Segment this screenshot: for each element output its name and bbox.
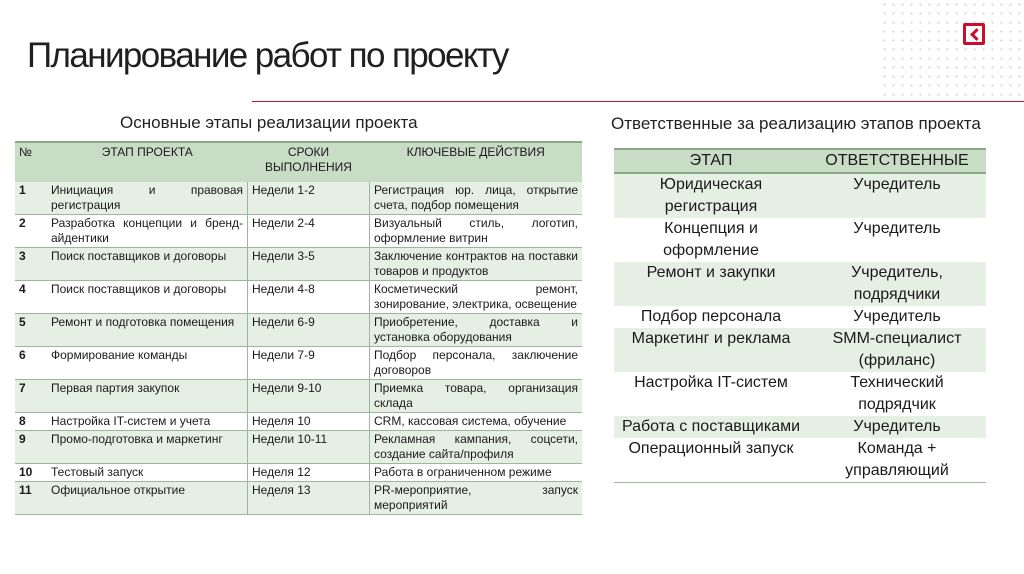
responsible-row	[614, 372, 986, 416]
stage-actions: Подбор персонала, заключение договоров	[370, 347, 583, 380]
stage-number: 10	[19, 465, 33, 479]
responsible-owner: Команда + управляющий	[845, 440, 949, 479]
stage-name: Поиск поставщиков и договоры	[51, 249, 227, 263]
stage-number: 7	[19, 381, 26, 395]
stage-name: Ремонт и подготовка помещения	[51, 315, 235, 329]
responsible-stage: Работа с поставщиками	[621, 418, 801, 435]
stages-header-row	[15, 142, 582, 182]
stage-row	[15, 464, 582, 482]
header-number: №	[19, 145, 32, 159]
stage-number: 8	[19, 414, 26, 428]
responsible-row	[614, 262, 986, 306]
stage-number: 5	[19, 315, 26, 329]
stage-terms: Недели 10-11	[248, 431, 370, 464]
stage-terms: Неделя 12	[248, 464, 370, 482]
stage-terms: Неделя 13	[248, 482, 370, 515]
stage-actions: CRM, кассовая система, обучение	[370, 413, 583, 431]
dot-pattern	[880, 0, 1024, 100]
header-actions: КЛЮЧЕВЫЕ ДЕЙСТВИЯ	[406, 145, 545, 159]
responsible-stage: Операционный запуск	[628, 440, 794, 457]
stage-name: Тестовый запуск	[51, 465, 144, 479]
header-resp-stage: ЭТАП	[689, 152, 733, 169]
stage-name: Разработка концепции и бренд-айдентики	[51, 216, 243, 245]
stage-number: 9	[19, 432, 26, 446]
stage-row	[15, 248, 582, 281]
stage-name: Инициация и правовая регистрация	[51, 183, 243, 212]
stage-actions: Заключение контрактов на поставки товаров и продуктов	[370, 248, 583, 281]
stage-actions: PR-мероприятие, запуск мероприятий	[370, 482, 583, 515]
responsible-stage: Маркетинг и реклама	[631, 330, 791, 347]
stage-row	[15, 347, 582, 380]
stage-name: Официальное открытие	[51, 483, 186, 497]
responsible-owner: Технический подрядчик	[850, 374, 944, 413]
stage-row	[15, 431, 582, 464]
stage-row	[15, 314, 582, 347]
responsible-owner: Учредитель	[853, 308, 941, 325]
stage-name: Формирование команды	[51, 348, 188, 362]
divider-line	[252, 101, 1024, 102]
header-stage: ЭТАП ПРОЕКТА	[101, 145, 193, 159]
responsible-owner: Учредитель	[853, 176, 941, 193]
stage-terms: Недели 7-9	[248, 347, 370, 380]
stage-number: 11	[19, 483, 32, 497]
header-resp-owner: ОТВЕТСТВЕННЫЕ	[825, 152, 969, 169]
stage-terms: Недели 2-4	[248, 215, 370, 248]
stage-name: Настройка IT-систем и учета	[51, 414, 211, 428]
responsible-stage: Юридическая регистрация	[659, 176, 763, 215]
stage-number: 2	[19, 216, 26, 230]
stage-actions: Регистрация юр. лица, открытие счета, подбор помещения	[370, 182, 583, 215]
stage-name: Поиск поставщиков и договоры	[51, 282, 227, 296]
responsible-caption: Ответственные за реализацию этапов проекта	[611, 114, 981, 133]
stage-terms: Недели 6-9	[248, 314, 370, 347]
responsible-stage: Настройка IT-систем	[634, 374, 788, 391]
stage-number: 6	[19, 348, 26, 362]
stage-row	[15, 413, 582, 431]
responsible-stage: Концепция и оформление	[663, 220, 759, 259]
responsible-row	[614, 438, 986, 483]
responsible-row	[614, 173, 986, 218]
stage-terms: Недели 4-8	[248, 281, 370, 314]
responsible-owner: SMM-специалист (фриланс)	[832, 330, 962, 369]
responsible-row	[614, 416, 986, 438]
responsible-stage: Ремонт и закупки	[646, 264, 776, 281]
stage-actions: Приемка товара, организация склада	[370, 380, 583, 413]
responsible-owner: Учредитель	[853, 220, 941, 237]
responsible-row	[614, 306, 986, 328]
stage-terms: Недели 1-2	[248, 182, 370, 215]
stage-row	[15, 281, 582, 314]
stage-number: 1	[19, 183, 26, 197]
responsible-owner: Учредитель, подрядчики	[851, 264, 943, 303]
stages-caption: Основные этапы реализации проекта	[120, 113, 418, 132]
stage-row	[15, 380, 582, 413]
stage-actions: Работа в ограниченном режиме	[370, 464, 583, 482]
responsible-row	[614, 218, 986, 262]
stage-row	[15, 215, 582, 248]
stages-table	[15, 141, 582, 515]
stage-number: 4	[19, 282, 26, 296]
stage-actions: Приобретение, доставка и установка оборудования	[370, 314, 583, 347]
stage-actions: Визуальный стиль, логотип, оформление витрин	[370, 215, 583, 248]
responsible-stage: Подбор персонала	[640, 308, 782, 325]
stage-row	[15, 182, 582, 215]
stage-terms: Неделя 10	[248, 413, 370, 431]
back-arrow-icon[interactable]	[963, 23, 985, 45]
stage-actions: Рекламная кампания, соцсети, создание сайта/профиля	[370, 431, 583, 464]
stage-name: Первая партия закупок	[51, 381, 180, 395]
responsible-row	[614, 328, 986, 372]
header-terms: СРОКИ ВЫПОЛНЕНИЯ	[265, 145, 352, 174]
stage-actions: Косметический ремонт, зонирование, электрика, освещение	[370, 281, 583, 314]
responsible-owner: Учредитель	[853, 418, 941, 435]
stage-terms: Недели 9-10	[248, 380, 370, 413]
stage-row	[15, 482, 582, 515]
stage-number: 3	[19, 249, 26, 263]
responsible-table	[614, 148, 986, 483]
stage-name: Промо-подготовка и маркетинг	[51, 432, 223, 446]
page-title: Планирование работ по проекту	[27, 36, 508, 75]
responsible-header-row	[614, 149, 986, 173]
stage-terms: Недели 3-5	[248, 248, 370, 281]
